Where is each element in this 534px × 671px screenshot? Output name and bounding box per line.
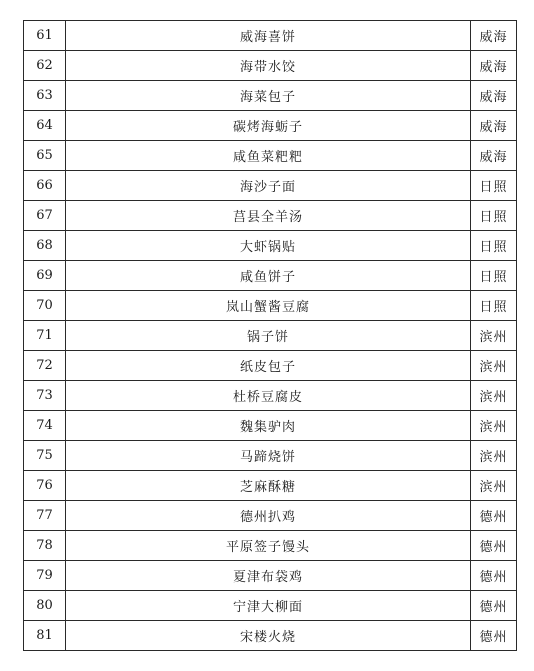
food-table-body	[24, 21, 517, 651]
city-name: 德州	[471, 561, 517, 591]
row-number: 77	[24, 501, 66, 531]
city-name: 威海	[471, 81, 517, 111]
dish-name: 海菜包子	[66, 81, 471, 111]
food-table	[23, 20, 517, 651]
table-row	[24, 591, 517, 621]
row-number: 79	[24, 561, 66, 591]
row-number: 69	[24, 261, 66, 291]
city-name: 威海	[471, 111, 517, 141]
city-name: 德州	[471, 531, 517, 561]
row-number: 68	[24, 231, 66, 261]
city-name: 威海	[471, 51, 517, 81]
row-number: 63	[24, 81, 66, 111]
dish-name: 海带水饺	[66, 51, 471, 81]
table-row	[24, 471, 517, 501]
city-name: 滨州	[471, 411, 517, 441]
dish-name: 德州扒鸡	[66, 501, 471, 531]
dish-name: 莒县全羊汤	[66, 201, 471, 231]
row-number: 70	[24, 291, 66, 321]
dish-name: 纸皮包子	[66, 351, 471, 381]
city-name: 滨州	[471, 471, 517, 501]
table-row	[24, 381, 517, 411]
row-number: 80	[24, 591, 66, 621]
city-name: 德州	[471, 501, 517, 531]
table-row	[24, 501, 517, 531]
row-number: 76	[24, 471, 66, 501]
city-name: 日照	[471, 231, 517, 261]
city-name: 日照	[471, 171, 517, 201]
dish-name: 咸鱼饼子	[66, 261, 471, 291]
city-name: 滨州	[471, 321, 517, 351]
food-list-sheet	[23, 20, 516, 651]
dish-name: 马蹄烧饼	[66, 441, 471, 471]
row-number: 65	[24, 141, 66, 171]
table-row	[24, 321, 517, 351]
row-number: 81	[24, 621, 66, 651]
row-number: 74	[24, 411, 66, 441]
city-name: 德州	[471, 591, 517, 621]
dish-name: 咸鱼菜粑粑	[66, 141, 471, 171]
dish-name: 海沙子面	[66, 171, 471, 201]
row-number: 66	[24, 171, 66, 201]
table-row	[24, 531, 517, 561]
table-row	[24, 111, 517, 141]
city-name: 日照	[471, 291, 517, 321]
table-row	[24, 171, 517, 201]
city-name: 威海	[471, 21, 517, 51]
table-row	[24, 141, 517, 171]
table-row	[24, 81, 517, 111]
dish-name: 杜桥豆腐皮	[66, 381, 471, 411]
table-row	[24, 561, 517, 591]
dish-name: 碳烤海蛎子	[66, 111, 471, 141]
dish-name: 宋楼火烧	[66, 621, 471, 651]
row-number: 61	[24, 21, 66, 51]
city-name: 日照	[471, 201, 517, 231]
row-number: 75	[24, 441, 66, 471]
city-name: 滨州	[471, 441, 517, 471]
dish-name: 芝麻酥糖	[66, 471, 471, 501]
city-name: 威海	[471, 141, 517, 171]
table-row	[24, 201, 517, 231]
dish-name: 大虾锅贴	[66, 231, 471, 261]
city-name: 日照	[471, 261, 517, 291]
row-number: 73	[24, 381, 66, 411]
table-row	[24, 411, 517, 441]
table-row	[24, 621, 517, 651]
table-row	[24, 261, 517, 291]
row-number: 78	[24, 531, 66, 561]
row-number: 64	[24, 111, 66, 141]
dish-name: 魏集驴肉	[66, 411, 471, 441]
city-name: 滨州	[471, 351, 517, 381]
dish-name: 锅子饼	[66, 321, 471, 351]
city-name: 德州	[471, 621, 517, 651]
row-number: 72	[24, 351, 66, 381]
dish-name: 平原签子馒头	[66, 531, 471, 561]
dish-name: 威海喜饼	[66, 21, 471, 51]
dish-name: 夏津布袋鸡	[66, 561, 471, 591]
table-row	[24, 291, 517, 321]
table-row	[24, 51, 517, 81]
row-number: 67	[24, 201, 66, 231]
row-number: 71	[24, 321, 66, 351]
table-row	[24, 441, 517, 471]
city-name: 滨州	[471, 381, 517, 411]
table-row	[24, 231, 517, 261]
row-number: 62	[24, 51, 66, 81]
table-row	[24, 351, 517, 381]
dish-name: 宁津大柳面	[66, 591, 471, 621]
dish-name: 岚山蟹酱豆腐	[66, 291, 471, 321]
table-row	[24, 21, 517, 51]
